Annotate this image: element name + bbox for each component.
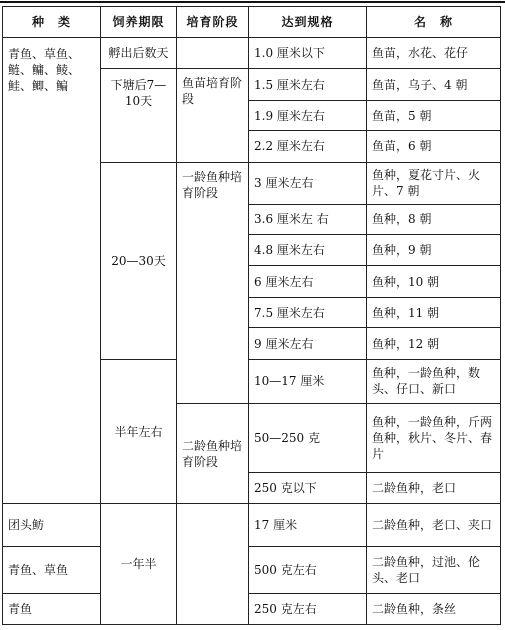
name-cell: 二龄鱼种，老口、夹口 [367, 504, 501, 547]
header-name: 名 称 [367, 7, 501, 38]
header-size: 达到规格 [249, 7, 367, 38]
name-cell: 鱼种，8 朝 [367, 204, 501, 234]
header-period: 饲养期限 [101, 7, 177, 38]
size-cell: 3.6 厘米左 右 [249, 204, 367, 234]
species-cell: 青鱼、草鱼 [3, 547, 101, 594]
name-cell: 鱼种，夏花寸片、火片、7 朝 [367, 162, 501, 204]
fish-stage-table [2, 6, 501, 625]
size-cell: 500 克左右 [249, 547, 367, 594]
header-stage: 培育阶段 [177, 7, 249, 38]
top-rule [0, 1, 505, 3]
name-cell: 二龄鱼种，条丝 [367, 594, 501, 625]
size-cell: 10—17 厘米 [249, 359, 367, 403]
table-row [3, 547, 501, 594]
stage-cell-empty [177, 504, 249, 625]
species-cell: 青鱼 [3, 594, 101, 625]
table-row [3, 504, 501, 547]
name-cell: 二龄鱼种，过池、伦头、老口 [367, 547, 501, 594]
size-cell: 9 厘米左右 [249, 328, 367, 359]
period-cell: 下塘后7—10天 [101, 69, 177, 162]
stage-cell: 一龄鱼种培育阶段 [177, 162, 249, 403]
header-species: 种 类 [3, 7, 101, 38]
size-cell: 17 厘米 [249, 504, 367, 547]
stage-cell-empty [177, 38, 249, 69]
size-cell: 4.8 厘米左右 [249, 235, 367, 266]
size-cell: 250 克以下 [249, 472, 367, 503]
name-cell: 鱼苗，6 朝 [367, 131, 501, 162]
table-row [3, 594, 501, 625]
size-cell: 7.5 厘米左右 [249, 297, 367, 327]
name-cell: 鱼种，11 朝 [367, 297, 501, 327]
stage-cell: 鱼苗培育阶段 [177, 69, 249, 162]
size-cell: 1.0 厘米以下 [249, 38, 367, 69]
name-cell: 二龄鱼种，老口 [367, 472, 501, 503]
size-cell: 6 厘米左右 [249, 266, 367, 297]
size-cell: 1.9 厘米左右 [249, 100, 367, 130]
name-cell: 鱼苗，水花、花仔 [367, 38, 501, 69]
name-cell: 鱼苗，乌子、4 朝 [367, 69, 501, 100]
species-cell: 团头鲂 [3, 504, 101, 547]
size-cell: 2.2 厘米左右 [249, 131, 367, 162]
period-cell: 孵出后数天 [101, 38, 177, 69]
name-cell: 鱼种，10 朝 [367, 266, 501, 297]
header-row [3, 7, 501, 38]
name-cell: 鱼种，12 朝 [367, 328, 501, 359]
period-cell: 20—30天 [101, 162, 177, 359]
period-cell: 半年左右 [101, 359, 177, 504]
name-cell: 鱼苗，5 朝 [367, 100, 501, 130]
size-cell: 3 厘米左右 [249, 162, 367, 204]
table-row [3, 38, 501, 69]
size-cell: 1.5 厘米左右 [249, 69, 367, 100]
stage-cell: 二龄鱼种培育阶段 [177, 403, 249, 504]
species-cell: 青鱼、草鱼、鲢、鳙、鲮、鲑、鲫、鳊 [3, 38, 101, 504]
name-cell: 鱼种，一龄鱼种，斤两鱼种，秋片、冬片、春片 [367, 403, 501, 472]
period-cell: 一年半 [101, 504, 177, 625]
size-cell: 50—250 克 [249, 403, 367, 472]
name-cell: 鱼种，一龄鱼种，数头、仔口、新口 [367, 359, 501, 403]
size-cell: 250 克左右 [249, 594, 367, 625]
name-cell: 鱼种，9 朝 [367, 235, 501, 266]
